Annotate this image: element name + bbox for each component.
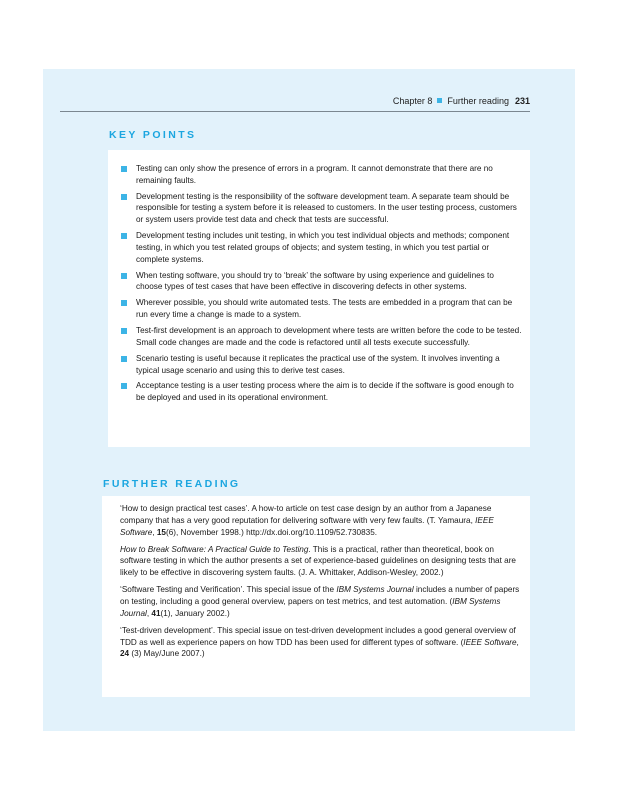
bullet-square-icon <box>121 194 127 200</box>
section-label: Further reading <box>447 96 509 106</box>
reading-entry-text: (3) May/June 2007.) <box>129 649 205 659</box>
reading-entry-text: ‘How to design practical test cases’. A how-to article on test case design by an author from a Japanese company that has a very good reputation for delivering software with very few faults. (T. Yamaura, <box>120 504 492 525</box>
bullet-square-icon <box>121 233 127 239</box>
bullet-square-icon <box>121 273 127 279</box>
running-head <box>60 96 530 112</box>
bullet-square-icon <box>121 300 127 306</box>
reading-entry-text: IBM Systems Journal <box>336 585 414 595</box>
key-point-text: Test-first development is an approach to development where tests are written before the code to be tested. Small code changes are made and the code is refactored until all tests execute successfully. <box>136 326 522 347</box>
reading-entry-text: 41 <box>151 608 161 618</box>
key-points-title: KEY POINTS <box>109 129 197 141</box>
key-point-item <box>108 191 522 226</box>
reading-entry-text: 24 <box>120 649 130 659</box>
key-point-text: Acceptance testing is a user testing process where the aim is to decide if the software is good enough to be deployed and used in its operational environment. <box>136 381 514 403</box>
reading-entry-text: , <box>516 637 519 647</box>
further-reading-list <box>120 503 524 660</box>
key-point-text: Scenario testing is useful because it replicates the practical use of the system. It involves inventing a typical usage scenario and using this to derive test cases. <box>136 353 500 375</box>
reading-entry-text: ‘Test-driven development’. This special issue on test-driven development includes a good general overview of TDD as well as experience papers on how TDD has been used for different types of software. ( <box>120 625 516 647</box>
reading-entry <box>120 584 524 619</box>
key-point-text: Development testing is the responsibility of the software development team. A separate team should be responsible for testing a system before it is released to customers. In the user testing process, customers or system users provide test data and check that tests are successful. <box>136 191 517 225</box>
key-point-item <box>108 230 522 265</box>
page-number: 231 <box>514 96 530 106</box>
reading-entry <box>120 544 524 579</box>
bullet-square-icon <box>121 383 127 389</box>
key-point-item <box>108 163 522 187</box>
bullet-square-icon <box>121 166 127 172</box>
bullet-square-icon <box>121 356 127 362</box>
reading-entry <box>120 503 524 538</box>
key-point-text: Development testing includes unit testing, in which you test individual objects and methods; component testing, in which you test related groups of objects; and system testing, in which you test partial or complete systems. <box>136 231 510 264</box>
further-reading-box <box>102 496 530 697</box>
chapter-label: Chapter 8 <box>392 96 433 106</box>
separator-square-icon <box>437 98 442 103</box>
reading-entry <box>120 625 524 660</box>
reading-entry-text: includes a number of papers on testing, including a good general overview, papers on test metrics, and test automation. ( <box>120 585 520 606</box>
key-point-item <box>108 270 522 294</box>
key-points-box <box>108 150 530 447</box>
reading-entry-text: IEEE Software <box>463 637 517 647</box>
key-point-item <box>108 325 522 349</box>
reading-entry-text: IBM Systems Journal <box>120 596 501 618</box>
reading-entry-text: , <box>152 527 157 537</box>
reading-entry-text: ‘Software Testing and Verification’. This special issue of the <box>120 585 337 595</box>
reading-entry-text: , <box>146 608 152 618</box>
key-point-text: Wherever possible, you should write automated tests. The tests are embedded in a program that can be run every time a change is made to a system. <box>136 298 513 320</box>
key-point-item <box>108 380 522 404</box>
key-point-text: Testing can only show the presence of errors in a program. It cannot demonstrate that there are no remaining faults. <box>136 164 493 185</box>
key-point-item <box>108 353 522 377</box>
reading-entry-text: . This is a practical, rather than theoretical, book on software testing in which the author presents a set of experience-based guidelines on designing tests that are likely to be effective in discovering system faults. (J. A. Whittaker, Addison-Wesley, 2002.) <box>120 544 516 578</box>
key-point-text: When testing software, you should try to ‘break’ the software by using experience and guidelines to choose types of test cases that have been effective in discovering defects in other systems. <box>136 270 494 292</box>
reading-entry-text: How to Break Software: A Practical Guide to Testing <box>120 544 309 554</box>
bullet-square-icon <box>121 328 127 334</box>
key-point-item <box>108 297 522 321</box>
reading-entry-text: 15 <box>156 527 166 537</box>
reading-entry-text: IEEE Software <box>120 515 494 537</box>
reading-entry-text: (1), January 2002.) <box>160 608 230 618</box>
key-points-list <box>108 163 522 404</box>
further-reading-title: FURTHER READING <box>103 478 241 490</box>
reading-entry-text: (6), November 1998.) http://dx.doi.org/10.1109/52.730835. <box>165 527 378 537</box>
